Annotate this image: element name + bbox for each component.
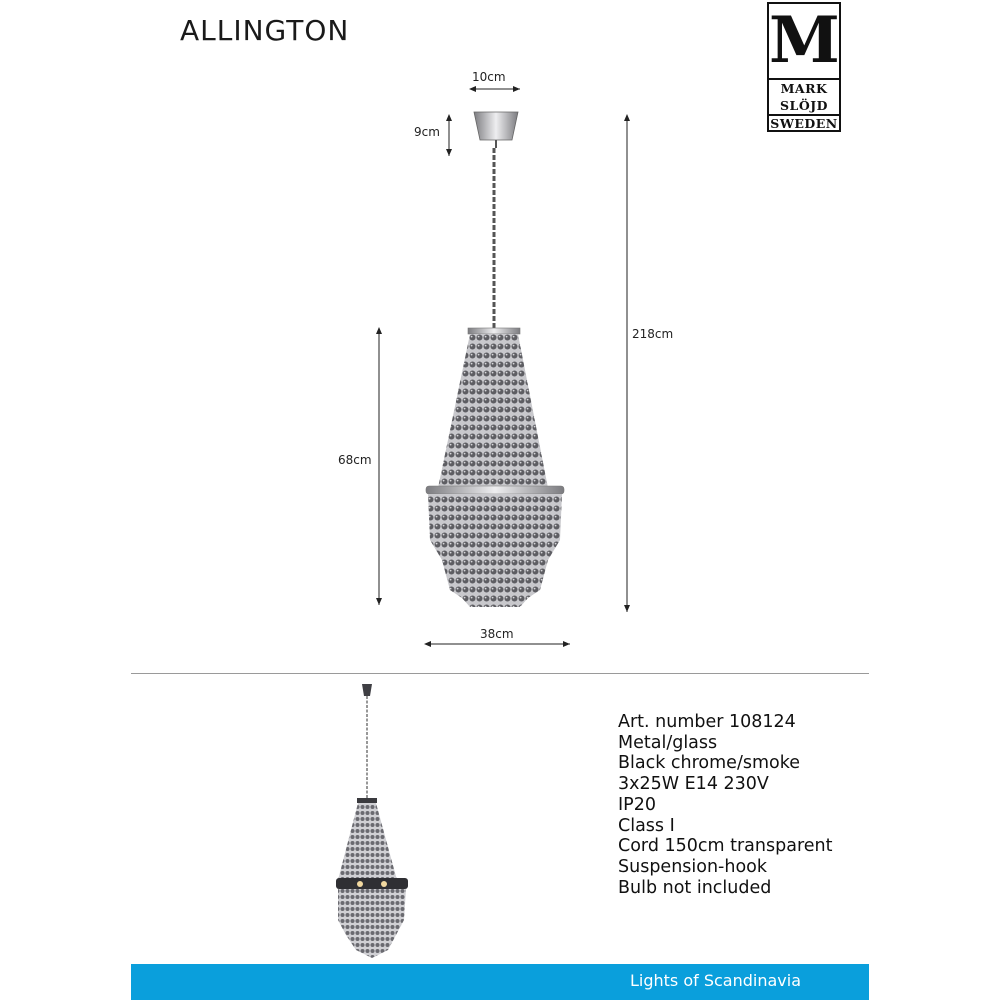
dim-canopy-width: 10cm — [472, 70, 506, 84]
dim-canopy-height: 9cm — [414, 125, 440, 139]
logo-line-sweden: SWEDEN — [770, 116, 838, 131]
spec-material: Metal/glass — [618, 732, 718, 753]
middle-ring — [426, 486, 564, 494]
spec-finish: Black chrome/smoke — [618, 753, 800, 774]
logo-line-slojd: SLÖJD — [780, 98, 828, 113]
logo-line-mark: MARK — [780, 81, 828, 96]
spec-list — [618, 712, 832, 898]
top-ring — [468, 328, 520, 334]
section-divider — [131, 673, 869, 674]
dim-total-height: 218cm — [632, 327, 674, 341]
spec-cord: Cord 150cm transparent — [618, 836, 833, 857]
chandelier-small — [336, 684, 408, 958]
spec-suspension: Suspension-hook — [618, 856, 768, 877]
footer-bar — [131, 964, 869, 1000]
dim-diameter: 38cm — [480, 627, 514, 641]
product-title: ALLINGTON — [180, 14, 350, 47]
spec-bulb-note: Bulb not included — [618, 877, 772, 898]
small-canopy — [362, 684, 372, 696]
crystal-skirt — [428, 494, 562, 607]
spec-ip-rating: IP20 — [618, 794, 656, 815]
chandelier-large — [426, 112, 564, 607]
spec-bulbs: 3x25W E14 230V — [618, 774, 769, 795]
dim-body-height: 68cm — [338, 453, 372, 467]
logo-letter: M — [769, 3, 840, 78]
spec-art-number: Art. number 108124 — [618, 712, 796, 732]
footer-tagline: Lights of Scandinavia — [629, 971, 801, 990]
crystal-body — [438, 334, 548, 488]
ceiling-canopy — [474, 112, 518, 140]
spec-class: Class I — [618, 815, 675, 836]
